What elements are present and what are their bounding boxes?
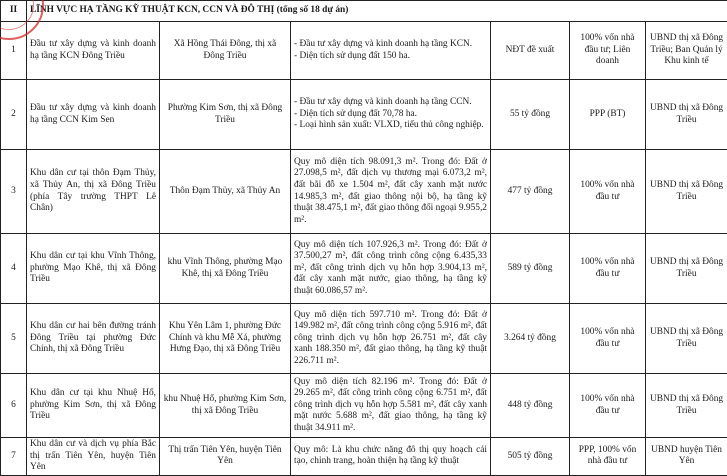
investment-form: PPP, 100% vốn nhà đầu tư <box>570 438 646 476</box>
scale-line: - Đầu tư xây dựng và kinh doanh hạ tầng KCN. <box>294 39 487 51</box>
project-capital: NĐT đề xuất <box>491 22 570 80</box>
investment-form: 100% vốn nhà đầu tư <box>570 150 646 234</box>
project-name: Khu dân cư và dịch vụ phía Bắc thị trấn Tiên Yên, huyện Tiên Yên <box>27 438 160 476</box>
scale-line: - Diện tích sử dụng đất 70,78 ha. <box>294 109 487 121</box>
project-location: khu Nhuệ Hổ, phường Kim Sơn, thị xã Đông Triều <box>160 374 291 438</box>
investment-form: 100% vốn nhà đầu tư <box>570 374 646 438</box>
proposing-agency: UBND thị xã Đông Triều <box>646 304 727 374</box>
table-row <box>1 438 727 476</box>
scale-line: - Đầu tư xây dựng và kinh doanh hạ tầng CCN. <box>294 97 487 109</box>
project-capital: 448 tỷ đồng <box>491 374 570 438</box>
scale-line: - Diện tích sử dụng đất 150 ha. <box>294 51 487 63</box>
project-location: Xã Hồng Thái Đông, thị xã Đông Triều <box>160 22 291 80</box>
scale-line: - Loại hình sản xuất: VLXD, tiểu thủ công nghiệp. <box>294 120 487 132</box>
proposing-agency: UBND huyện Tiên Yên <box>646 438 727 476</box>
project-scale: Quy mô diện tích 107.926,3 m². Trong đó: Đất ở 37.500,27 m², đất công trình công cộng 6.435,33 m², đất công trình dịch vụ hỗn hợp 3.904,13 m², đất cây xanh mặt nước, giao thông, hạ tầng kỹ thuật 60.086,57 m². <box>291 234 491 304</box>
row-number: 4 <box>1 234 27 304</box>
project-scale <box>291 22 491 80</box>
project-name: Khu dân cư tại thôn Đạm Thủy, xã Thủy An, thị xã Đông Triều (phía Tây trường THPT Lê Chân) <box>27 150 160 234</box>
project-location: Phường Kim Sơn, thị xã Đông Triều <box>160 80 291 150</box>
project-capital: 589 tỷ đồng <box>491 234 570 304</box>
row-number: 6 <box>1 374 27 438</box>
table-row <box>1 80 727 150</box>
project-capital: 55 tỷ đồng <box>491 80 570 150</box>
proposing-agency: UBND thị xã Đông Triều <box>646 80 727 150</box>
row-number: 1 <box>1 22 27 80</box>
proposing-agency: UBND thị xã Đông Triều; Ban Quản lý Khu kinh tế <box>646 22 727 80</box>
proposing-agency: UBND thị xã Đông Triều <box>646 234 727 304</box>
investment-form: PPP (BT) <box>570 80 646 150</box>
section-title-cell <box>27 1 727 22</box>
section-note: (tổng số 18 dự án) <box>277 5 349 15</box>
project-capital: 3.264 tỷ đồng <box>491 304 570 374</box>
project-name: Khu dân cư tại khu Vĩnh Thông, phường Mạo Khê, thị xã Đông Triều <box>27 234 160 304</box>
project-name: Khu dân cư tại khu Nhuệ Hổ, phường Kim Sơn, thị xã Đông Triều <box>27 374 160 438</box>
proposing-agency: UBND thị xã Đông Triều <box>646 150 727 234</box>
project-name: Đầu tư xây dựng và kinh doanh hạ tầng KCN Đông Triều <box>27 22 160 80</box>
table-row <box>1 22 727 80</box>
investment-form: 100% vốn nhà đầu tư; Liên doanh <box>570 22 646 80</box>
project-location: Khu Yên Lâm 1, phường Đức Chính và khu Mễ Xá, phường Hưng Đạo, thị xã Đông Triều <box>160 304 291 374</box>
project-scale: Quy mô: Là khu chức năng đô thị quy hoạch cải tạo, chỉnh trang, hoàn thiện hạ tầng kỹ thuật <box>291 438 491 476</box>
row-number: 7 <box>1 438 27 476</box>
project-name: Đầu tư xây dựng và kinh doanh hạ tầng CCN Kim Sen <box>27 80 160 150</box>
proposing-agency: UBND thị xã Đông Triều <box>646 374 727 438</box>
project-scale: Quy mô diện tích 597.710 m². Trong đó: Đất ở 149.982 m², đất công trình công cộng 5.916 m², đất công trình dịch vụ hỗn hợp 26.751 m², đất cây xanh 188.350 m², đất giao thông, hạ tầng kỹ thuật 226.711 m². <box>291 304 491 374</box>
row-number: 2 <box>1 80 27 150</box>
table-row <box>1 150 727 234</box>
row-number: 5 <box>1 304 27 374</box>
project-scale <box>291 80 491 150</box>
row-number: 3 <box>1 150 27 234</box>
section-roman: II <box>1 1 27 22</box>
section-header-row <box>1 1 727 22</box>
project-location: Thị trấn Tiên Yên, huyện Tiên Yên <box>160 438 291 476</box>
section-title: LĨNH VỰC HẠ TẦNG KỸ THUẬT KCN, CCN VÀ ĐÔ THỊ <box>30 5 274 15</box>
project-scale: Quy mô diện tích 82.196 m². Trong đó: Đất ở 29.265 m², đất công trình công cộng 6.751 m², đất công trình dịch vụ hỗn hợp 5.581 m², đất cây xanh mặt nước 5.688 m², đất giao thông, hạ tầng kỹ thuật 34.911 m². <box>291 374 491 438</box>
investment-form: 100% vốn nhà đầu tư <box>570 234 646 304</box>
project-name: Khu dân cư hai bên đường tránh Đông Triều tại phường Đức Chính, thị xã Đông Triều <box>27 304 160 374</box>
table-row <box>1 304 727 374</box>
table-row <box>1 234 727 304</box>
investment-form: 100% vốn nhà đầu tư <box>570 304 646 374</box>
project-scale: Quy mô diện tích 98.091,3 m². Trong đó: Đất ở 27.098,5 m², đất dịch vụ thương mại 6.073,2 m², đất bãi đỗ xe 1.504 m², đất cây xanh mặt nước 14.985,3 m², đất giao thông nội bộ, hạ tầng kỹ thuật 38.475,1 m², đất giao thông đối ngoại 9.955,2 m². <box>291 150 491 234</box>
project-location: khu Vĩnh Thông, phường Mạo Khê, thị xã Đông Triều <box>160 234 291 304</box>
table-row <box>1 374 727 438</box>
project-capital: 505 tỷ đồng <box>491 438 570 476</box>
project-capital: 477 tỷ đồng <box>491 150 570 234</box>
project-location: Thôn Đạm Thủy, xã Thủy An <box>160 150 291 234</box>
